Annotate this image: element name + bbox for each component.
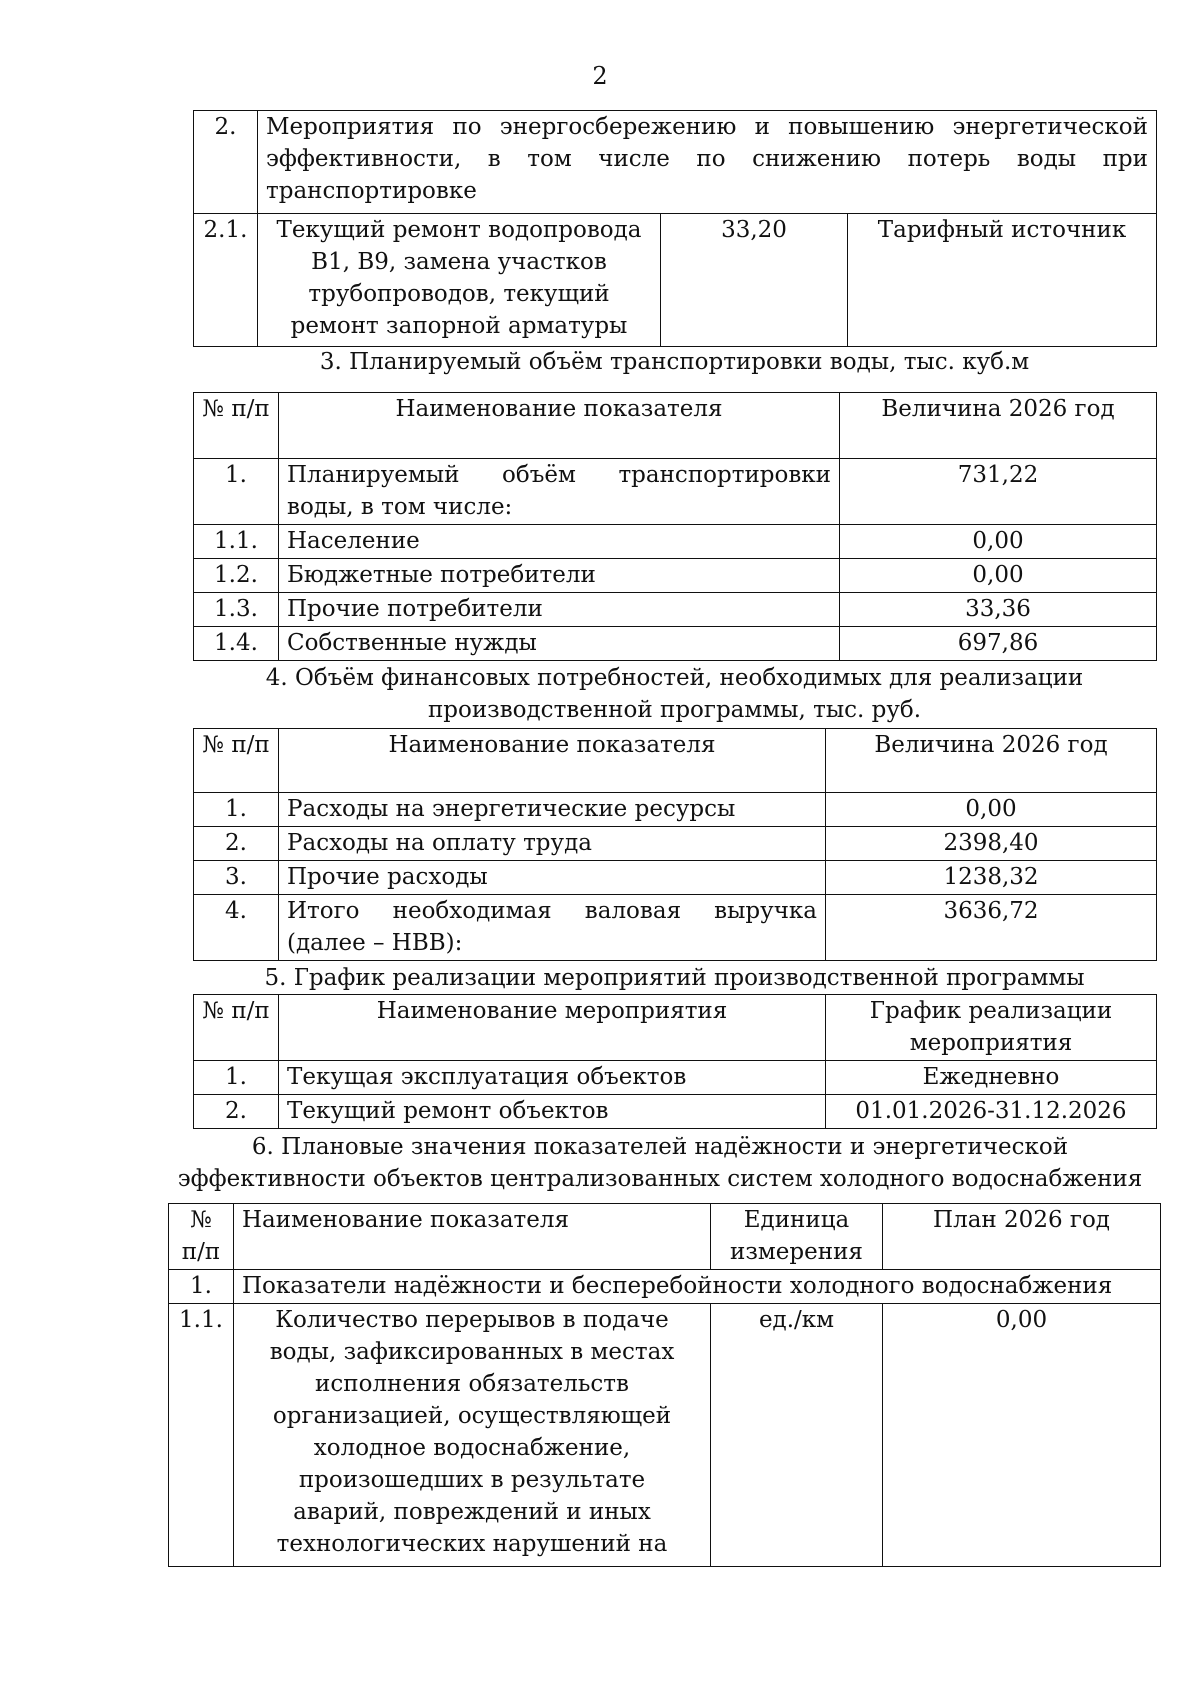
table-row	[194, 895, 1157, 961]
row-num: 1.1.	[169, 1304, 234, 1567]
col-header-num: № п/п	[169, 1204, 234, 1270]
row-num: 1.1.	[194, 525, 279, 559]
row-num: 1.2.	[194, 559, 279, 593]
section6-caption-line1: 6. Плановые значения показателей надёжности и энергетической	[251, 1134, 1069, 1160]
table-row	[194, 627, 1157, 661]
row-num: 3.	[194, 861, 279, 895]
col-header-name: Наименование показателя	[234, 1204, 711, 1270]
page-number: 2	[592, 62, 608, 90]
col-header-value: Величина 2026 год	[826, 729, 1157, 793]
row-name: Население	[279, 525, 840, 559]
row-value: 731,22	[840, 459, 1157, 525]
col-header-name: Наименование показателя	[279, 729, 826, 793]
row-name: Расходы на оплату труда	[279, 827, 826, 861]
row-name: Текущий ремонт объектов	[279, 1095, 826, 1129]
table-row	[194, 1095, 1157, 1129]
row-name: Прочие расходы	[279, 861, 826, 895]
row-num: 4.	[194, 895, 279, 961]
row-num: 1.	[194, 1061, 279, 1095]
table-row	[194, 559, 1157, 593]
table-row	[194, 214, 1157, 347]
reliability-indicators-table	[168, 1203, 1161, 1567]
row-value: 697,86	[840, 627, 1157, 661]
row-value: 0,00	[840, 559, 1157, 593]
row-num: 2.	[194, 1095, 279, 1129]
row-name: Текущая эксплуатация объектов	[279, 1061, 826, 1095]
row-num: 1.	[169, 1270, 234, 1304]
row-num: 2.1.	[194, 214, 258, 347]
table-row	[194, 111, 1157, 214]
table-header-row	[194, 729, 1157, 793]
table-row	[194, 861, 1157, 895]
row-num: 1.3.	[194, 593, 279, 627]
row-plan: 0,00	[883, 1304, 1161, 1567]
table-header-row	[194, 995, 1157, 1061]
row-value: 2398,40	[826, 827, 1157, 861]
row-name: Итого необходимая валовая выручка (далее – НВВ):	[279, 895, 826, 961]
row-value: 3636,72	[826, 895, 1157, 961]
col-header-num: № п/п	[194, 995, 279, 1061]
table-row	[194, 593, 1157, 627]
col-header-num: № п/п	[194, 393, 279, 459]
row-num: 1.	[194, 793, 279, 827]
row-name: Бюджетные потребители	[279, 559, 840, 593]
measure-value: 33,20	[661, 214, 848, 347]
financial-needs-table	[193, 728, 1157, 961]
col-header-plan: План 2026 год	[883, 1204, 1161, 1270]
row-num: 2.	[194, 827, 279, 861]
section4-caption-line2: производственной программы, тыс. руб.	[427, 697, 922, 723]
section4-caption-line1: 4. Объём финансовых потребностей, необходимых для реализации	[265, 665, 1084, 691]
transport-volume-table	[193, 392, 1157, 661]
row-name: Количество перерывов в подаче воды, зафиксированных в местах исполнения обязательств организацией, осуществляющей холодное водоснабжение, произошедших в результате аварий, повреждений и иных технологических нарушений на	[234, 1304, 711, 1567]
row-name: Расходы на энергетические ресурсы	[279, 793, 826, 827]
table-row	[194, 1061, 1157, 1095]
table-row	[194, 459, 1157, 525]
table-row	[169, 1304, 1161, 1567]
table-row	[194, 793, 1157, 827]
col-header-name: Наименование мероприятия	[279, 995, 826, 1061]
row-num: 1.4.	[194, 627, 279, 661]
table-row	[194, 525, 1157, 559]
group-name: Показатели надёжности и бесперебойности холодного водоснабжения	[234, 1270, 1161, 1304]
row-name: Прочие потребители	[279, 593, 840, 627]
measure-name: Текущий ремонт водопровода В1, В9, замена участков трубопроводов, текущий ремонт запорной арматуры	[258, 214, 661, 347]
row-num: 1.	[194, 459, 279, 525]
table-header-row	[194, 393, 1157, 459]
schedule-table	[193, 994, 1157, 1129]
section5-caption: 5. График реализации мероприятий производственной программы	[264, 965, 1085, 991]
row-value: 1238,32	[826, 861, 1157, 895]
funding-source: Тарифный источник	[848, 214, 1157, 347]
col-header-num: № п/п	[194, 729, 279, 793]
row-name: Планируемый объём транспортировки воды, в том числе:	[279, 459, 840, 525]
col-header-unit: Единица измерения	[711, 1204, 883, 1270]
col-header-value: График реализации мероприятия	[826, 995, 1157, 1061]
row-value: 33,36	[840, 593, 1157, 627]
table-group-row	[169, 1270, 1161, 1304]
row-num: 2.	[194, 111, 258, 214]
row-value: 0,00	[840, 525, 1157, 559]
col-header-name: Наименование показателя	[279, 393, 840, 459]
col-header-value: Величина 2026 год	[840, 393, 1157, 459]
table-row	[194, 827, 1157, 861]
row-name: Собственные нужды	[279, 627, 840, 661]
section-title: Мероприятия по энергосбережению и повышению энергетической эффективности, в том числе по снижению потерь воды при транспортировке	[258, 111, 1157, 214]
measures-table	[193, 110, 1157, 347]
row-value: 01.01.2026-31.12.2026	[826, 1095, 1157, 1129]
row-value: Ежедневно	[826, 1061, 1157, 1095]
table-header-row	[169, 1204, 1161, 1270]
section3-caption: 3. Планируемый объём транспортировки воды, тыс. куб.м	[319, 349, 1030, 375]
row-value: 0,00	[826, 793, 1157, 827]
section6-caption-line2: эффективности объектов централизованных систем холодного водоснабжения	[177, 1166, 1143, 1192]
row-unit: ед./км	[711, 1304, 883, 1567]
